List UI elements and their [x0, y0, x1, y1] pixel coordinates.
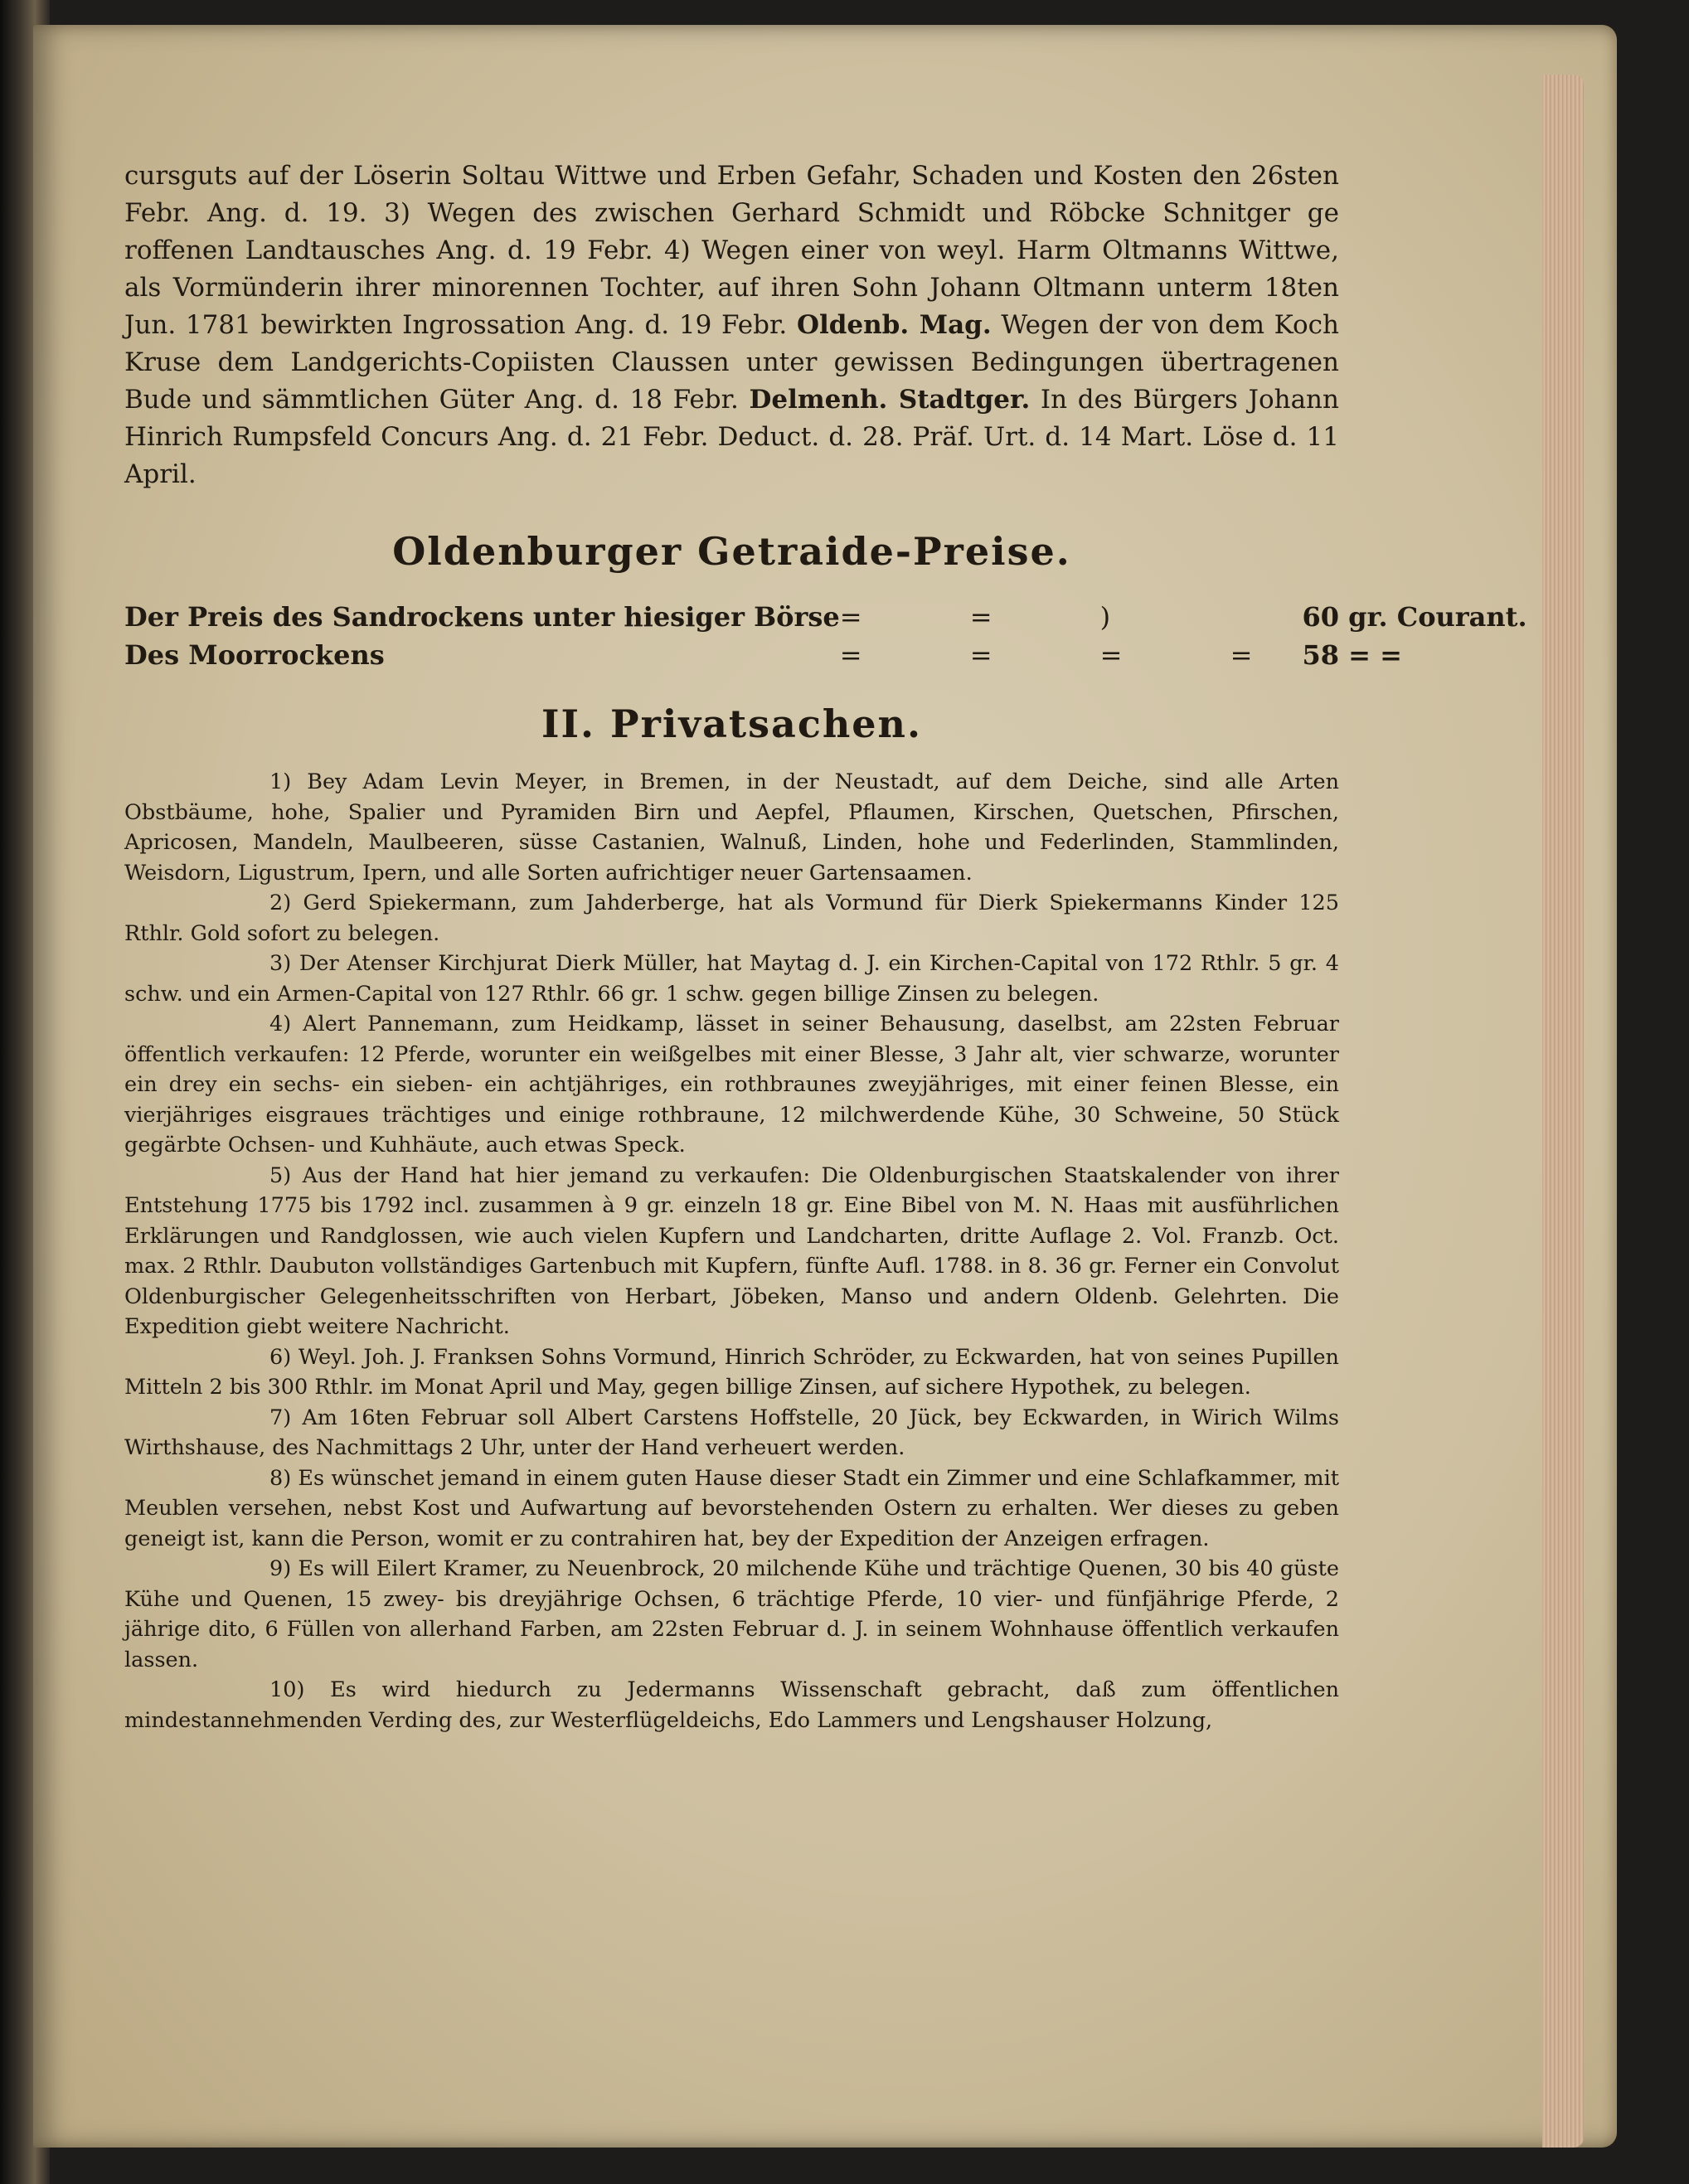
notice-item: 5) Aus der Hand hat hier jemand zu verkaufen: Die Oldenburgischen Staatskalender von ihrer Entstehung 1775 bis 1792 incl. zusammen à 9 gr. einzeln 18 gr. Eine Bibel von M. N. Haas mit ausführlichen Erklärungen und Randglossen, wie auch vielen Kupfern und Landcharten, dritte Auflage 2. Vol. Franzb. Oct. max. 2 Rthlr. Daubuton vollständiges Gartenbuch mit Kupfern, fünfte Aufl. 1788. in 8. 36 gr. Ferner ein Convolut Oldenburgischer Gelegenheitsschriften von Herbart, Jöbeken, Manso und andern Oldenb. Gelehrten. Die Expedition giebt weitere Nachricht.: [124, 1162, 1339, 1339]
notice-item: 6) Weyl. Joh. J. Franksen Sohns Vormund, Hinrich Schröder, zu Eckwarden, hat von seines Pupillen Mitteln 2 bis 300 Rthlr. im Monat April und May, gegen billige Zinsen, auf sichere Hypothek, zu belegen.: [124, 1344, 1339, 1400]
private-matters-heading: II. Privatsachen.: [541, 701, 923, 746]
delmenh-text: In des Bürgers Johann Hinrich Rumpsfeld Concurs Ang. d. 21 Febr. Deduct. d. 28. Präf. Urt. d. 14 Mart. Löse d. 11 April.: [124, 385, 1339, 489]
intro-paragraph: [124, 158, 1339, 493]
price-leader: = = = =: [839, 639, 1303, 671]
delmenh-label: Delmenh. Stadtger.: [749, 385, 1031, 415]
notice-item: 9) Es will Eilert Kramer, zu Neuenbrock, 20 milchende Kühe und trächtige Quenen, 30 bis 40 güste Kühe und Quenen, 15 zwey- bis dreyjährige Ochsen, 6 trächtige Pferde, 10 vier- und fünfjährige Pferde, 2 jährige dito, 6 Füllen von allerhand Farben, am 22sten Februar d. J. in seinem Wohnhause öffentlich verkaufen lassen.: [124, 1556, 1339, 1672]
oldenb-mag-label: Oldenb. Mag.: [796, 310, 992, 340]
price-value: 58 = =: [1302, 639, 1402, 671]
price-row: [124, 636, 1527, 674]
price-leader: = = ): [839, 601, 1161, 633]
intro-text: cursguts auf der Löserin Soltau Wittwe und Erben Gefahr, Schaden und Kosten den 26sten Febr. Ang. d. 19. 3) Wegen des zwischen Gerhard Schmidt und Röbcke Schnitger ge roffenen Landtausches Ang. d. 19 Febr. 4) Wegen einer von weyl. Harm Oltmanns Wittwe, als Vormünderin ihrer minorennen Tochter, auf ihren Sohn Johann Oltmann unterm 18ten Jun. 1781 bewirkten Ingrossation Ang. d. 19 Febr.: [124, 161, 1339, 340]
notice-item: 10) Es wird hiedurch zu Jedermanns Wissenschaft gebracht, daß zum öffentlichen mindestannehmenden Verding des, zur Westerflügeldeichs, Edo Lammers und Lengshauser Holzung,: [124, 1677, 1339, 1733]
price-label: Des Moorrockens: [124, 639, 385, 671]
grain-prices-table: [124, 598, 1527, 674]
price-row: [124, 598, 1527, 636]
notice-item: 1) Bey Adam Levin Meyer, in Bremen, in der Neustadt, auf dem Deiche, sind alle Arten Obstbäume, hohe, Spalier und Pyramiden Birn und Aepfel, Pflaumen, Kirschen, Quetschen, Pfirschen, Apricosen, Mandeln, Maulbeeren, süsse Castanien, Walnuß, Linden, hohe und Federlinden, Stammlinden, Weisdorn, Ligustrum, Ipern, und alle Sorten aufrichtiger neuer Gartensaamen.: [124, 769, 1339, 886]
notice-item: 4) Alert Pannemann, zum Heidkamp, lässet in seiner Behausung, daselbst, am 22sten Februar öffentlich verkaufen: 12 Pferde, worunter ein weißgelbes mit einer Blesse, 3 Jahr alt, vier schwarze, worunter ein drey ein sechs- ein sieben- ein achtjähriges, ein rothbraunes zweyjähriges, mit einer feinen Blesse, ein vierjähriges eisgraues trächtiges und einige rothbraune, 12 milchwerdende Kühe, 30 Schweine, 50 Stück gegärbte Ochsen- und Kuhhäute, auch etwas Speck.: [124, 1012, 1339, 1158]
notice-item: 2) Gerd Spiekermann, zum Jahderberge, hat als Vormund für Dierk Spiekermanns Kinder 125 Rthlr. Gold sofort zu belegen.: [124, 891, 1339, 946]
notice-item: 8) Es wünschet jemand in einem guten Hause dieser Stadt ein Zimmer und eine Schlafkammer, mit Meublen versehen, nebst Kost und Aufwartung auf bevorstehenden Ostern zu erhalten. Wer dieses zu geben geneigt ist, kann die Person, womit er zu contrahiren hat, bey der Expedition der Anzeigen erfragen.: [124, 1465, 1339, 1551]
page-text: [124, 158, 1527, 1735]
price-label: Der Preis des Sandrockens unter hiesiger Börse: [124, 601, 840, 633]
notice-item: 3) Der Atenser Kirchjurat Dierk Müller, hat Maytag d. J. ein Kirchen-Capital von 172 Rthlr. 5 gr. 4 schw. und ein Armen-Capital von 127 Rthlr. 66 gr. 1 schw. gegen billige Zinsen zu belegen.: [124, 951, 1339, 1007]
oldenb-mag-text: Wegen der von dem Koch Kruse dem Landgerichts-Copiisten Claussen unter gewissen Bedingungen übertragenen Bude und sämmtlichen Güter Ang. d. 18 Febr.: [124, 310, 1339, 415]
grain-prices-heading: Oldenburger Getraide-Preise.: [392, 529, 1071, 574]
notice-item: 7) Am 16ten Februar soll Albert Carstens Hoffstelle, 20 Jück, bey Eckwarden, in Wirich Wilms Wirthshause, des Nachmittags 2 Uhr, unter der Hand verheuert werden.: [124, 1405, 1339, 1460]
price-value: 60 gr. Courant.: [1302, 601, 1527, 633]
page-edges: [1542, 75, 1584, 2148]
